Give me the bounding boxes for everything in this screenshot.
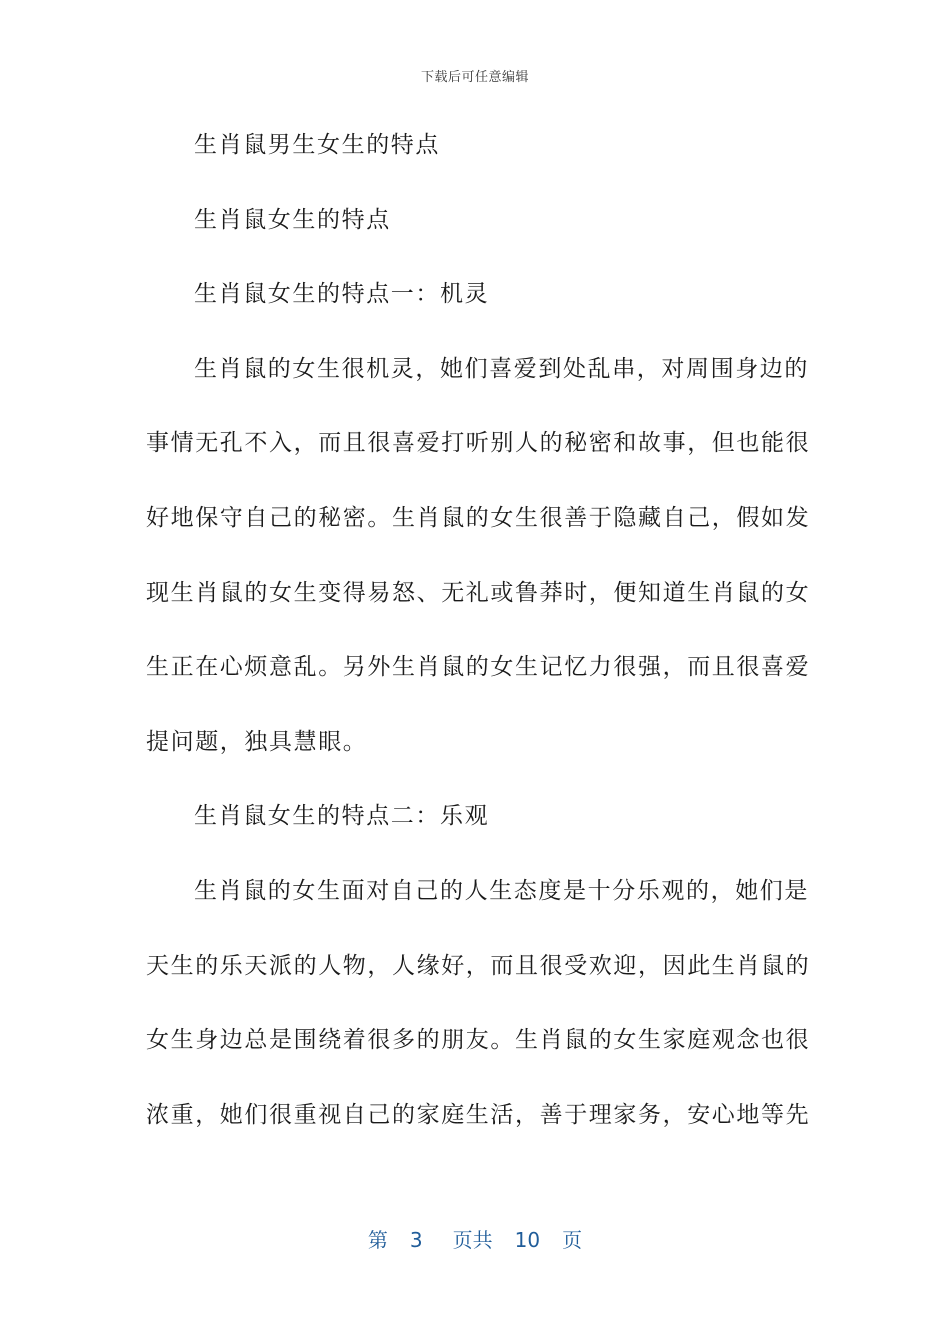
paragraph-line: 提问题，独具慧眼。	[146, 728, 368, 755]
paragraph-line: 生正在心烦意乱。另外生肖鼠的女生记忆力很强，而且很喜爱	[146, 654, 811, 681]
paragraph-line: 好地保守自己的秘密。生肖鼠的女生很善于隐藏自己，假如发	[146, 504, 811, 531]
footer-prefix: 第	[367, 1228, 388, 1252]
footer-mid: 页共	[452, 1228, 493, 1252]
paragraph-line: 女生身边总是围绕着很多的朋友。生肖鼠的女生家庭观念也很	[146, 1027, 811, 1054]
title-heading: 生肖鼠男生女生的特点	[194, 132, 440, 158]
subsection-heading: 生肖鼠女生的特点二：乐观	[194, 803, 490, 830]
subsection-heading: 生肖鼠女生的特点一：机灵	[194, 281, 490, 308]
paragraph-line: 事情无孔不入，而且很喜爱打听别人的秘密和故事，但也能很	[146, 430, 811, 457]
page-header-note: 下载后可任意编辑	[420, 70, 529, 85]
page-number-footer	[0, 1224, 950, 1253]
document-body	[146, 126, 811, 1170]
total-page-count: 10	[514, 1228, 541, 1252]
section-heading: 生肖鼠女生的特点	[194, 206, 391, 233]
paragraph-line: 生肖鼠的女生很机灵，她们喜爱到处乱串，对周围身边的	[194, 355, 809, 382]
current-page-number: 3	[409, 1228, 423, 1252]
footer-suffix: 页	[562, 1228, 583, 1252]
paragraph-line: 现生肖鼠的女生变得易怒、无礼或鲁莽时，便知道生肖鼠的女	[146, 579, 811, 606]
paragraph-line: 浓重，她们很重视自己的家庭生活，善于理家务，安心地等先	[146, 1101, 811, 1128]
paragraph-line: 生肖鼠的女生面对自己的人生态度是十分乐观的，她们是	[194, 877, 809, 904]
paragraph-line: 天生的乐天派的人物，人缘好，而且很受欢迎，因此生肖鼠的	[146, 952, 811, 979]
